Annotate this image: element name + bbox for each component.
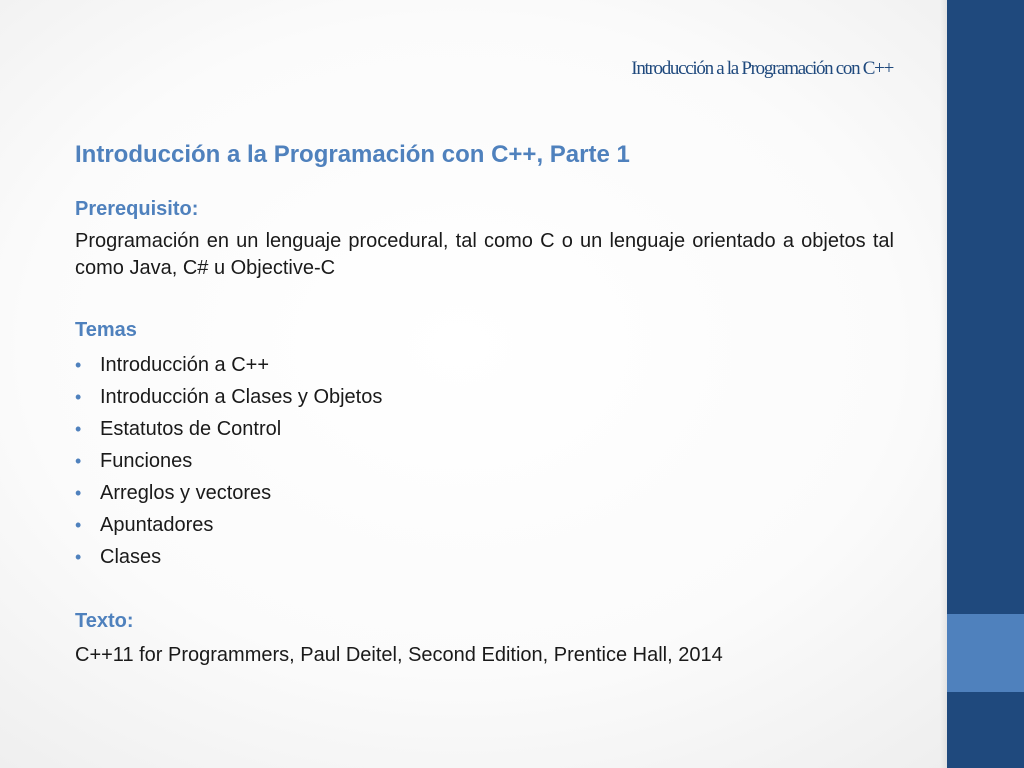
bullet-icon: • xyxy=(75,387,82,407)
slide-header-title: Introducción a la Programación con C++ xyxy=(631,58,893,79)
topic-item xyxy=(75,541,894,573)
bullet-icon: • xyxy=(75,451,82,471)
side-band-shadow xyxy=(940,0,947,768)
topic-label: Clases xyxy=(100,546,162,568)
topic-label: Introducción a C++ xyxy=(100,354,269,376)
topic-item xyxy=(75,445,894,477)
topic-label: Arreglos y vectores xyxy=(100,482,272,504)
topic-item xyxy=(75,381,894,413)
slide-content xyxy=(75,138,894,671)
topic-item xyxy=(75,477,894,509)
bullet-icon: • xyxy=(75,419,82,439)
prerequisite-text: Programación en un lenguaje procedural, tal como C o un lenguaje orientado a objetos tal como Java, C# u Objective-C xyxy=(75,230,894,279)
side-band-accent xyxy=(947,614,1024,692)
bullet-icon: • xyxy=(75,355,82,375)
topic-label: Apuntadores xyxy=(100,514,214,536)
bullet-icon: • xyxy=(75,483,82,503)
topic-item xyxy=(75,509,894,541)
topic-label: Estatutos de Control xyxy=(100,418,282,440)
topics-list xyxy=(75,349,894,573)
textbook-reference: C++11 for Programmers, Paul Deitel, Second Edition, Prentice Hall, 2014 xyxy=(75,644,723,666)
topic-label: Introducción a Clases y Objetos xyxy=(100,386,383,408)
topic-item xyxy=(75,349,894,381)
bullet-icon: • xyxy=(75,547,82,567)
bullet-icon: • xyxy=(75,515,82,535)
text-heading: Texto: xyxy=(75,610,134,632)
prerequisite-heading: Prerequisito: xyxy=(75,198,199,220)
slide-title: Introducción a la Programación con C++, Parte 1 xyxy=(75,141,630,168)
topic-item xyxy=(75,413,894,445)
topics-heading: Temas xyxy=(75,319,137,341)
topic-label: Funciones xyxy=(100,450,193,472)
